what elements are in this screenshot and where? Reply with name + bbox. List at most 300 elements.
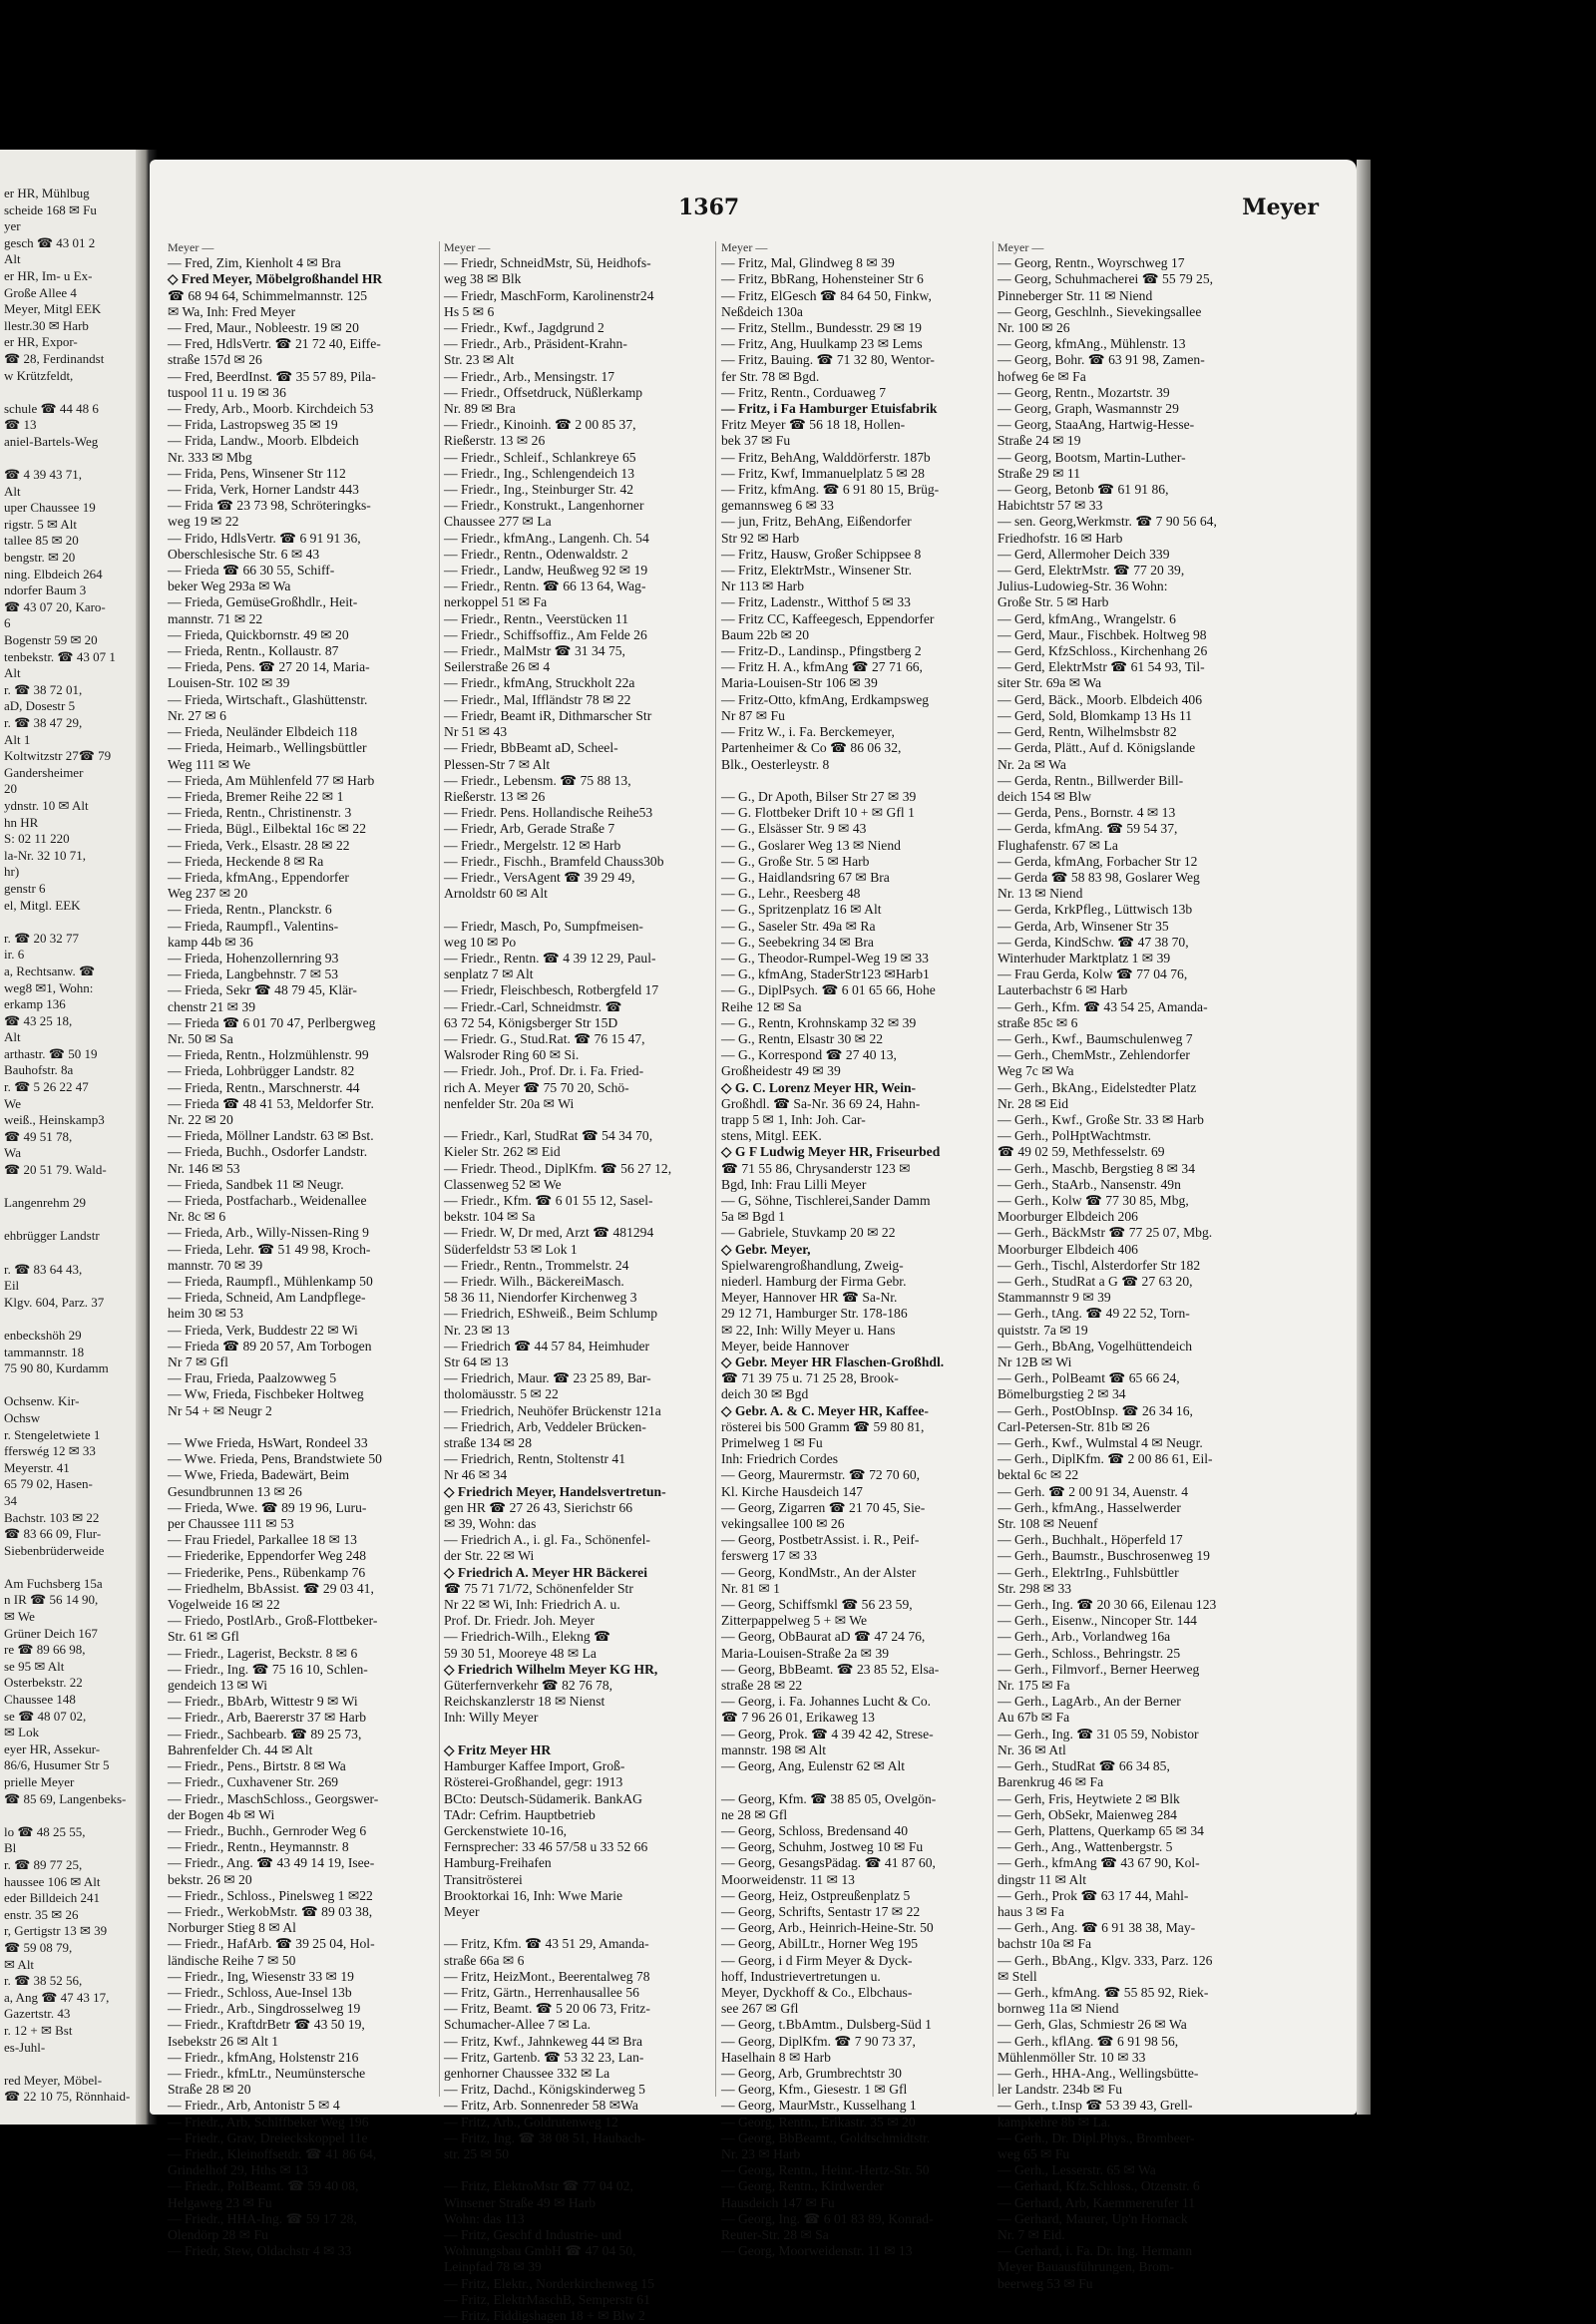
left-page-line: Alt <box>4 1029 21 1045</box>
directory-entry-line: Str 64 ✉ 13 <box>444 1355 509 1370</box>
directory-entry-line: — Friedr., Kfm. ☎ 6 01 55 12, Sasel- <box>444 1192 653 1208</box>
directory-entry-line: — Frieda, Wwe. ☎ 89 19 96, Luru- <box>168 1499 367 1515</box>
left-page-line: hr) <box>4 864 20 880</box>
left-page-line <box>4 914 144 931</box>
directory-entry-line: — Fritz, ElektrMaschB, Semperstr 61 <box>444 2291 650 2307</box>
directory-entry-line: — Georg, Zigarren ☎ 21 70 45, Sie- <box>721 1499 926 1515</box>
directory-entry-line: — G., kfmAng, StaderStr123 ✉Harb1 <box>721 967 930 982</box>
directory-entry-line: bektal 6c ✉ 22 <box>998 1467 1079 1483</box>
directory-entry-line: Str 92 ✉ Harb <box>721 530 800 546</box>
directory-entry-line: — Georg, Schrifts, Sentastr 17 ✉ 22 <box>721 1903 921 1919</box>
left-page-line: Gazertstr. 43 <box>4 2006 71 2022</box>
directory-entry-line: — Frida, Verk, Horner Landstr 443 <box>168 482 359 498</box>
directory-entry-line: — Friedr., Pens., Birtstr. 8 ✉ Wa <box>168 1758 346 1774</box>
directory-entry-line: ◇ Friedrich Meyer, Handelsvertretun- <box>444 1483 666 1499</box>
directory-entry-line: — Friedr., Arb., Präsident-Krahn- <box>444 336 627 352</box>
directory-entry-line: Oberschlesische Str. 6 ✉ 43 <box>168 546 320 562</box>
directory-entry-line: — Friedr., kfmAng, Holstenstr 216 <box>168 2049 359 2065</box>
directory-entry-line: — Frieda ☎ 48 41 53, Meldorfer Str. <box>168 1095 374 1111</box>
directory-entry-line: Neßdeich 130a <box>721 303 803 319</box>
directory-entry-line: Bahrenfelder Ch. 44 ✉ Alt <box>168 1742 313 1757</box>
directory-entry-line: — G., DiplPsych. ☎ 6 01 65 66, Hohe <box>721 982 936 998</box>
directory-entry-line: Reichskanzlerstr 18 ✉ Nienst <box>444 1694 605 1710</box>
directory-entry-line: ◇ Gebr. A. & C. Meyer HR, Kaffee- <box>721 1402 929 1418</box>
directory-entry-line: — Friedr, Masch, Po, Sumpfmeisen- <box>444 918 643 934</box>
directory-entry-line: der Str. 22 ✉ Wi <box>444 1548 535 1564</box>
directory-entry-line: Hamburg-Freihafen <box>444 1855 552 1871</box>
directory-entry-line: — Gerda, KindSchw. ☎ 47 38 70, <box>998 934 1189 950</box>
directory-entry-line: — Frida, Pens, Winsener Str 112 <box>168 465 346 481</box>
left-page-line: a, Rechtsanw. ☎ <box>4 963 96 978</box>
directory-entry-line: straße 28 ✉ 22 <box>721 1678 803 1694</box>
directory-entry-line: Meyer <box>444 1903 480 1919</box>
directory-entry-line: 29 12 71, Hamburger Str. 178-186 <box>721 1306 908 1322</box>
directory-entry-line: — Georg, Rentn., Mozartstr. 39 <box>998 384 1170 400</box>
directory-entry-line: Isebekstr 26 ✉ Alt 1 <box>168 2033 279 2049</box>
directory-entry-line: Nr 54 + ✉ Neugr 2 <box>168 1402 272 1418</box>
left-page-line: 75 90 80, Kurdamm <box>4 1360 109 1376</box>
directory-entry-line: — Friedr, Beamt iR, Dithmarscher Str <box>444 707 652 723</box>
directory-entry-line <box>721 1774 991 1790</box>
directory-entry-line: Rießerstr. 13 ✉ 26 <box>444 788 546 804</box>
left-page-line: el, Mitgl. EEK <box>4 897 81 913</box>
directory-entry-line: — Georg, Heiz, Ostpreußenplatz 5 <box>721 1887 911 1903</box>
directory-entry-line: — Frieda, Verk, Buddestr 22 ✉ Wi <box>168 1322 358 1338</box>
left-page-line: red Meyer, Möbel- <box>4 2072 103 2088</box>
left-page-line: Grüner Deich 167 <box>4 1625 98 1641</box>
left-page-fragment <box>0 150 145 2125</box>
directory-entry-line: ◇ Gebr. Meyer, <box>721 1241 811 1257</box>
directory-entry-line: — Friederike, Eppendorfer Weg 248 <box>168 1548 367 1564</box>
left-page-line: arthastr. ☎ 50 19 <box>4 1045 98 1061</box>
left-page-line: r. ☎ 5 26 22 47 <box>4 1079 89 1095</box>
directory-entry-line: — Georg, Betonb ☎ 61 91 86, <box>998 482 1169 498</box>
left-page-line: lo ☎ 48 25 55, <box>4 1823 86 1839</box>
directory-entry-line: — Fritz, Stellm., Bundesstr. 29 ✉ 19 <box>721 320 922 336</box>
directory-entry-line: — Fred, HdlsVertr. ☎ 21 72 40, Eiffe- <box>168 336 381 352</box>
directory-entry-line: — Friedrich, Arb, Veddeler Brücken- <box>444 1418 646 1434</box>
directory-entry-line: — Gerh, Fris, Heytwiete 2 ✉ Blk <box>998 1790 1180 1806</box>
directory-entry-line: Nr. 8c ✉ 6 <box>168 1209 226 1225</box>
directory-entry-line: — Frieda, Raumpfl., Valentins- <box>168 918 339 934</box>
directory-entry-line: Primelweg 1 ✉ Fu <box>721 1435 823 1451</box>
directory-entry-line: 59 30 51, Mooreye 48 ✉ La <box>444 1645 597 1661</box>
left-page-line: r. ☎ 38 72 01, <box>4 681 83 697</box>
directory-entry-line: ◇ G. C. Lorenz Meyer HR, Wein- <box>721 1079 917 1095</box>
directory-entry-line: — Fred, Maur., Nobleestr. 19 ✉ 20 <box>168 320 359 336</box>
directory-entry-line: Habichtstr 57 ✉ 33 <box>998 498 1103 514</box>
left-page-text <box>4 186 144 2106</box>
directory-entry-line: — Frieda, Rentn., Christinenstr. 3 <box>168 805 352 821</box>
directory-entry-line: Maria-Louisen-Str 106 ✉ 39 <box>721 675 878 691</box>
left-page-line: bengstr. ✉ 20 <box>4 550 76 566</box>
directory-entry-line: — Georg, ObBaurat aD ☎ 47 24 76, <box>721 1629 926 1645</box>
left-page-line: Gandersheimer <box>4 764 84 780</box>
left-page-line: ☎ 49 51 78, <box>4 1128 73 1144</box>
directory-entry-line: per Chaussee 111 ✉ 53 <box>168 1516 294 1532</box>
directory-entry-line: Transitrösterei <box>444 1871 523 1887</box>
directory-entry-line: — Friedr., Karl, StudRat ☎ 54 34 70, <box>444 1128 653 1144</box>
left-page-line: Bauhofstr. 8a <box>4 1062 74 1078</box>
directory-entry-line: Str. 61 ✉ Gfl <box>168 1629 239 1645</box>
directory-entry-line: str. 25 ✉ 50 <box>444 2145 510 2161</box>
left-page-line: ☎ 22 10 75, Rönnhaid- <box>4 2089 131 2105</box>
directory-entry-line: Seilerstraße 26 ✉ 4 <box>444 659 551 675</box>
directory-entry-line: rich A. Meyer ☎ 75 70 20, Schö- <box>444 1079 629 1095</box>
directory-entry-line: Nr. 2a ✉ Wa <box>998 756 1066 772</box>
left-page-line: gesch ☎ 43 01 2 <box>4 234 96 250</box>
directory-entry-line: Str. 298 ✉ 33 <box>998 1580 1072 1596</box>
directory-entry-line: — jun, Fritz, BehAng, Eißendorfer <box>721 514 912 530</box>
directory-entry-line: — Frau Friedel, Parkallee 18 ✉ 13 <box>168 1532 357 1548</box>
directory-entry-line: TAdr: Cefrim. Hauptbetrieb <box>444 1806 596 1822</box>
directory-entry-line <box>444 1112 713 1128</box>
directory-entry-line: 58 36 11, Niendorfer Kirchenweg 3 <box>444 1290 637 1306</box>
directory-entry-line: — Gerh., kfmAng ☎ 43 67 90, Kol- <box>998 1855 1200 1871</box>
directory-entry-line: bachstr 10a ✉ Fa <box>998 1936 1092 1952</box>
left-page-line: prielle Meyer <box>4 1774 75 1789</box>
directory-entry-line: — Friedr., Kwf., Jagdgrund 2 <box>444 320 604 336</box>
directory-entry-line: — Gerh., Filmvorf., Berner Heerweg <box>998 1661 1200 1677</box>
left-page-line: enbeckshöh 29 <box>4 1327 82 1343</box>
directory-entry-line: der Bogen 4b ✉ Wi <box>168 1806 275 1822</box>
directory-entry-line: bekstr. 104 ✉ Sa <box>444 1209 536 1225</box>
directory-entry-line: — Fritz, HeizMont., Beerentalweg 78 <box>444 1968 650 1984</box>
directory-entry-line: nenfelder Str. 20a ✉ Wi <box>444 1095 575 1111</box>
directory-entry-line: Plessen-Str 7 ✉ Alt <box>444 756 551 772</box>
directory-entry-line: — Gerh., PolHptWachtmstr. <box>998 1128 1152 1144</box>
directory-entry-line: — Gerh., BkAng., Eidelstedter Platz <box>998 1079 1197 1095</box>
directory-entry-line: — Gerda, Plätt., Auf d. Königslande <box>998 740 1196 756</box>
directory-entry-line: — Fritz, Arb., Goldrutenweg 12 <box>444 2114 618 2130</box>
directory-entry-line: Blk., Oesterleystr. 8 <box>721 756 830 772</box>
directory-entry-line: — Gerhard, Kfz.Schloss., Otzenstr. 6 <box>998 2178 1200 2194</box>
directory-entry-line: — Frido, HdlsVertr. ☎ 6 91 91 36, <box>168 530 361 546</box>
left-page-line: a, Ang ☎ 47 43 17, <box>4 1989 110 2005</box>
directory-entry-line: Weg 7c ✉ Wa <box>998 1063 1074 1079</box>
directory-entry-line: — Friedr., HafArb. ☎ 39 25 04, Hol- <box>168 1936 375 1952</box>
left-page-line: 20 <box>4 781 17 797</box>
directory-entry-line: siter Str. 69a ✉ Wa <box>998 675 1102 691</box>
directory-entry-line: Güterfernverkehr ☎ 82 76 78, <box>444 1678 613 1694</box>
directory-entry-line: Nr. 7 ✉ Eid. <box>998 2226 1065 2242</box>
directory-entry-line: — Fritz CC, Kaffeegesch, Eppendorfer <box>721 610 935 626</box>
directory-entry-line: — Frieda, Postfacharb., Weidenallee <box>168 1192 367 1208</box>
directory-entry-line: haus 3 ✉ Fa <box>998 1903 1064 1919</box>
directory-entry-line: — Frieda, Rentn., Holzmühlenstr. 99 <box>168 1047 369 1063</box>
directory-entry-line: — Wwe Frieda, HsWart, Rondeel 33 <box>168 1435 368 1451</box>
directory-entry-line: — Friedr. Theod., DiplKfm. ☎ 56 27 12, <box>444 1160 672 1176</box>
directory-entry-line: — Fredy, Arb., Moorb. Kirchdeich 53 <box>168 401 374 417</box>
directory-entry-line: straße 134 ✉ 28 <box>444 1435 533 1451</box>
directory-entry-line: — Georg, t.BbAmtm., Dulsberg-Süd 1 <box>721 2017 932 2033</box>
directory-entry-line: — Georg, Ing. ☎ 6 01 83 89, Konrad- <box>721 2210 934 2226</box>
directory-entry-line: stens, Mitgl. EEK. <box>721 1128 822 1144</box>
directory-entry-line: — Georg, Schuhmacherei ☎ 55 79 25, <box>998 271 1214 287</box>
directory-entry-line: — Georg, Moorweidenstr. 11 ✉ 13 <box>721 2243 913 2259</box>
directory-entry-line: — Georg, StaaAng, Hartwig-Hesse- <box>998 417 1195 433</box>
left-page-line: ☎ 28, Ferdinandst <box>4 350 105 366</box>
directory-entry-line: — Gerh, ObSekr, Maienweg 284 <box>998 1806 1177 1822</box>
left-page-line: tenbekstr. ☎ 43 07 1 <box>4 648 116 664</box>
directory-entry-line: ☎ 71 39 75 u. 71 25 28, Brook- <box>721 1370 899 1386</box>
directory-entry-line: dingstr 11 ✉ Alt <box>998 1871 1087 1887</box>
directory-entry-line: — Friedr, Arb, Gerade Straße 7 <box>444 821 615 837</box>
left-page-line: r. ☎ 38 47 29, <box>4 715 83 730</box>
directory-entry-line: genhorner Chaussee 332 ✉ La <box>444 2065 610 2081</box>
directory-entry-line: — Fritz, Hausw, Großer Schippsee 8 <box>721 546 922 562</box>
directory-entry-line: weg 10 ✉ Po <box>444 934 517 950</box>
left-page-line: Siebenbrüderweide <box>4 1542 105 1558</box>
directory-entry-line: — Georg, MaurMstr., Kusselhang 1 <box>721 2098 917 2114</box>
directory-entry-line: — Gerh., tAng. ☎ 49 22 52, Torn- <box>998 1306 1190 1322</box>
left-page-line: Meyerstr. 41 <box>4 1459 70 1475</box>
directory-entry-line: — Gerh., t.Insp ☎ 53 39 43, Grell- <box>998 2098 1193 2114</box>
directory-entry-line: straße 66a ✉ 6 <box>444 1952 525 1968</box>
left-page-line: Am Fuchsberg 15a <box>4 1575 103 1591</box>
directory-entry-line <box>444 1727 713 1743</box>
directory-entry-line: — Friedr., Schleif., Schlankreye 65 <box>444 449 636 465</box>
directory-entry-line <box>444 2162 713 2178</box>
directory-entry-line: — G., Dr Apoth, Bilser Str 27 ✉ 39 <box>721 788 917 804</box>
directory-entry-line: — Gerh., LagArb., An der Berner <box>998 1694 1181 1710</box>
left-page-line: hn HR <box>4 814 39 830</box>
directory-entry-line: — Gerda, kfmAng, Forbacher Str 12 <box>998 853 1198 869</box>
directory-entry-line: Barenkrug 46 ✉ Fa <box>998 1774 1104 1790</box>
directory-entry-line: — Friedr. Pens. Hollandische Reihe53 <box>444 805 653 821</box>
directory-entry-line: Süderfeldstr 53 ✉ Lok 1 <box>444 1241 578 1257</box>
directory-entry-line: — Ww, Frieda, Fischbeker Holtweg <box>168 1386 364 1402</box>
left-page-line: r, Gertigstr 13 ✉ 39 <box>4 1923 108 1939</box>
left-page-line: genstr 6 <box>4 880 46 896</box>
directory-entry-line: — Frieda, Sandbek 11 ✉ Neugr. <box>168 1176 344 1192</box>
directory-entry-line: Nr 7 ✉ Gfl <box>168 1355 228 1370</box>
directory-entry-line: heim 30 ✉ 53 <box>168 1306 243 1322</box>
directory-entry-line: — Frieda, GemüseGroßhdlr., Heit- <box>168 594 358 610</box>
directory-entry-line: Norburger Stieg 8 ✉ Al <box>168 1920 296 1936</box>
left-page-line: n IR ☎ 56 14 90, <box>4 1592 99 1608</box>
directory-entry-line: Reihe 12 ✉ Sa <box>721 998 802 1014</box>
directory-entry-line <box>721 773 991 789</box>
directory-entry-line: Brooktorkai 16, Inh: Wwe Marie <box>444 1887 623 1903</box>
directory-entry-line: — Friedr, Fleischbesch, Rotbergfeld 17 <box>444 982 659 998</box>
directory-entry-line: — Gerh., Ang. ☎ 6 91 38 38, May- <box>998 1920 1196 1936</box>
directory-entry-line: — Gerd, Bäck., Moorb. Elbdeich 406 <box>998 691 1202 707</box>
directory-entry-line: niederl. Hamburg der Firma Gebr. <box>721 1274 907 1289</box>
directory-entry-line: Schumacher-Allee 7 ✉ La. <box>444 2017 591 2033</box>
column-rule <box>993 241 994 2097</box>
directory-entry-line: — Gerh., BbAng., Klgv. 333, Parz. 126 <box>998 1952 1213 1968</box>
directory-entry-line: Gesundbrunnen 13 ✉ 26 <box>168 1483 302 1499</box>
left-page-line: se 95 ✉ Alt <box>4 1658 65 1674</box>
left-page-line: llestr.30 ✉ Harb <box>4 317 89 333</box>
directory-entry-line: — Gerh., PolBeamt ☎ 65 66 24, <box>998 1370 1180 1386</box>
directory-entry-line: — Friedr., KraftdrBetr ☎ 43 50 19, <box>168 2017 365 2033</box>
directory-entry-line: — Georg, BbBeamt. ☎ 23 85 52, Elsa- <box>721 1661 940 1677</box>
left-page-line <box>4 1807 144 1824</box>
directory-entry-line: Pinneberger Str. 11 ✉ Niend <box>998 287 1153 303</box>
directory-entry-line: — Frida, Lastropsweg 35 ✉ 19 <box>168 417 338 433</box>
directory-entry-line: Große Str. 5 ✉ Harb <box>998 594 1109 610</box>
directory-entry-line: — Fritz, Gärtn., Herrenhausallee 56 <box>444 1984 639 2000</box>
left-page-line: eyer HR, Assekur- <box>4 1741 101 1756</box>
directory-entry-line: weg 65 ✉ Fu <box>998 2145 1070 2161</box>
directory-entry-line: ✉ Wa, Inh: Fred Meyer <box>168 303 296 319</box>
directory-entry-line: — Georg, Arb., Heinrich-Heine-Str. 50 <box>721 1920 934 1936</box>
directory-entry-line: Kl. Kirche Hausdeich 147 <box>721 1483 863 1499</box>
directory-entry-line: fer Str. 78 ✉ Bgd. <box>721 368 820 384</box>
directory-entry-line: ☎ 49 02 59, Methfesselstr. 69 <box>998 1144 1165 1160</box>
directory-entry-line: — Friedr., Cuxhavener Str. 269 <box>168 1774 339 1790</box>
left-page-line: yer <box>4 218 21 234</box>
directory-entry-line: — Gerh., Arb., Vorlandweg 16a <box>998 1629 1171 1645</box>
directory-entry-line: Au 67b ✉ Fa <box>998 1710 1070 1726</box>
directory-entry-line: — Friedr., Lebensm. ☎ 75 88 13, <box>444 772 631 788</box>
directory-entry-line: — Friedr., Arb, Schiffbeker Weg 196 <box>168 2114 369 2130</box>
left-page-line: Ochsenw. Kir- <box>4 1393 80 1409</box>
directory-entry-line: — G., Theodor-Rumpel-Weg 19 ✉ 33 <box>721 950 929 966</box>
directory-entry-line: Maria-Louisen-Straße 2a ✉ 39 <box>721 1645 890 1661</box>
left-page-line: ☎ 85 69, Langenbeks- <box>4 1790 127 1806</box>
directory-entry-line <box>168 1419 437 1435</box>
page-edge <box>1357 160 1371 2115</box>
directory-entry-line: — Frieda, Schneid, Am Landpflege- <box>168 1290 366 1306</box>
left-page-line: ✉ We <box>4 1609 35 1625</box>
directory-entry-line: — Fritz, Geschf d Industrie- und <box>444 2226 622 2242</box>
left-page-line: ☎ 83 66 09, Flur- <box>4 1526 102 1542</box>
directory-entry-line: — Friedr., VersAgent ☎ 39 29 49, <box>444 869 635 885</box>
directory-entry-line: — Friedr, SchneidMstr, Sü, Heidhofs- <box>444 255 651 271</box>
directory-entry-line: — Friedr., Offsetdruck, Nüßlerkamp <box>444 384 643 400</box>
directory-entry-line: — Georg, PostbetrAssist. i. R., Peif- <box>721 1532 920 1548</box>
directory-entry-line: — Friedr., Schiffsoffiz., Am Felde 26 <box>444 626 647 642</box>
directory-entry-line: Weg 237 ✉ 20 <box>168 886 248 902</box>
directory-entry-line: — Gerh., Kwf., Baumschulenweg 7 <box>998 1030 1193 1046</box>
left-page-line: ✉ Lok <box>4 1725 40 1741</box>
directory-entry-line: straße 85c ✉ 6 <box>998 1014 1078 1030</box>
directory-entry-line: ländische Reihe 7 ✉ 50 <box>168 1952 296 1968</box>
left-page-line: er HR, Expor- <box>4 334 78 350</box>
directory-entry-line: Nr. 13 ✉ Niend <box>998 886 1083 902</box>
left-page-line: Osterbekstr. 22 <box>4 1675 83 1691</box>
directory-entry-line: Partenheimer & Co ☎ 86 06 32, <box>721 740 902 756</box>
directory-entry-line: — Friedr. Wilh., BäckereiMasch. <box>444 1274 624 1289</box>
left-page-line: Alt <box>4 665 21 681</box>
directory-entry-line: — Gerd, ElektrMstr ☎ 61 54 93, Til- <box>998 659 1205 675</box>
directory-entry-line: Nr. 23 ✉ Harb <box>721 2145 801 2161</box>
directory-entry-line: Fritz Meyer ☎ 56 18 18, Hollen- <box>721 417 906 433</box>
directory-entry-line: deich 30 ✉ Bgd <box>721 1386 809 1402</box>
directory-entry-line: — Fritz, Kwf, Immanuelplatz 5 ✉ 28 <box>721 465 925 481</box>
directory-entry-line: Straße 24 ✉ 19 <box>998 433 1081 449</box>
directory-entry-line: — Friedrich A., i. gl. Fa., Schönenfel- <box>444 1532 650 1548</box>
directory-entry-line: rösterei bis 500 Gramm ☎ 59 80 81, <box>721 1418 925 1434</box>
directory-entry-line: — Gerda, Pens., Bornstr. 4 ✉ 13 <box>998 805 1176 821</box>
directory-entry-line: mannstr. 70 ✉ 39 <box>168 1257 263 1273</box>
directory-entry-line: — Frieda ☎ 66 30 55, Schiff- <box>168 563 335 579</box>
directory-entry-line: — Friedr., WerkobMstr. ☎ 89 03 38, <box>168 1903 373 1919</box>
directory-entry-line: — Gerh., ChemMstr., Zehlendorfer <box>998 1047 1190 1063</box>
left-page-line: Alt <box>4 483 21 499</box>
directory-entry-line: — Frieda, Rentn., Planckstr. 6 <box>168 902 332 918</box>
directory-entry-line: — Friedr., Rentn., Odenwaldstr. 2 <box>444 546 628 562</box>
directory-entry-line: — Gerhard, Arb, Kaemmererufer 11 <box>998 2194 1196 2210</box>
directory-entry-line: Gerckenstwiete 10-16, <box>444 1822 568 1838</box>
directory-entry-line: — Frieda, Möllner Landstr. 63 ✉ Bst. <box>168 1128 374 1144</box>
directory-entry-line: — Georg, Graph, Wasmannstr 29 <box>998 401 1179 417</box>
directory-entry-line: — Gerd, Sold, Blomkamp 13 Hs 11 <box>998 707 1193 723</box>
directory-entry-line: — Friedr., Kleinoffsetdr. ☎ 41 86 64, <box>168 2145 377 2161</box>
directory-entry-line: Hausdeich 147 ✉ Fu <box>721 2194 835 2210</box>
directory-entry-line: — Gerh., Baumstr., Buschrosenweg 19 <box>998 1548 1210 1564</box>
directory-entry-line: hofweg 6e ✉ Fa <box>998 368 1086 384</box>
left-page-line: 34 <box>4 1492 17 1508</box>
left-page-line: We <box>4 1095 21 1111</box>
left-page-line: Wa <box>4 1145 21 1161</box>
directory-entry-line: — Frieda, Rentn., Marschnerstr. 44 <box>168 1079 360 1095</box>
directory-entry-line: — Gerh., Maschb, Bergstieg 8 ✉ 34 <box>998 1160 1196 1176</box>
directory-entry-line: — Fritz, Bauing. ☎ 71 32 80, Wentor- <box>721 352 935 368</box>
directory-entry-line: — Fritz, Fiddigshagen 18 + ✉ Blw 2 <box>444 2308 645 2323</box>
directory-entry-line: — Georg, GesangsPädag. ☎ 41 87 60, <box>721 1855 936 1871</box>
directory-entry-line: — Georg, BbBeamt., Goldtschmidtstr. <box>721 2130 931 2145</box>
directory-entry-line: — Georg, Prok. ☎ 4 39 42 42, Strese- <box>721 1726 934 1742</box>
directory-entry-line: — Georg, Rentn., Woyrschweg 17 <box>998 255 1185 271</box>
directory-entry-line: — Friedr., Sachbearb. ☎ 89 25 73, <box>168 1726 362 1742</box>
directory-entry-line: — Gerh., kflAng. ☎ 6 91 98 56, <box>998 2033 1179 2049</box>
directory-entry-line: ☎ 71 55 86, Chrysanderstr 123 ✉ <box>721 1160 911 1176</box>
directory-entry-line: nerkoppel 51 ✉ Fa <box>444 594 548 610</box>
left-page-line: ☎ 43 25 18, <box>4 1012 73 1028</box>
left-page-line: 6 <box>4 615 11 631</box>
left-page-line: ☎ 59 08 79, <box>4 1939 73 1955</box>
directory-entry-line: — Gerh., Schloss., Behringstr. 25 <box>998 1645 1181 1661</box>
directory-entry-line: Meyer Bauausführungen, Brom- <box>998 2259 1175 2275</box>
directory-entry-line: — Georg, kfmAng., Mühlenstr. 13 <box>998 336 1186 352</box>
directory-entry-line: ◇ Friedrich A. Meyer HR Bäckerei <box>444 1564 647 1580</box>
left-page-line: ydnstr. 10 ✉ Alt <box>4 797 89 813</box>
directory-entry-line: Stammannstr 9 ✉ 39 <box>998 1290 1111 1306</box>
directory-entry-line: Nr. 81 ✉ 1 <box>721 1580 780 1596</box>
left-page-line: schule ☎ 44 48 6 <box>4 400 99 416</box>
directory-entry-line: — Fritz, Ang, Huulkamp 23 ✉ Lems <box>721 336 923 352</box>
directory-entry-line: — Friedr., MaschSchloss., Georgswer- <box>168 1790 379 1806</box>
directory-entry-line: Kieler Str. 262 ✉ Eid <box>444 1144 561 1160</box>
directory-entry-line: — Friedr., BbArb, Wittestr 9 ✉ Wi <box>168 1694 358 1710</box>
directory-entry-line: — Gerh., Kolw ☎ 77 30 85, Mbg, <box>998 1192 1189 1208</box>
directory-entry-line: — Fred, Zim, Kienholt 4 ✉ Bra <box>168 255 341 271</box>
directory-entry-line: Prof. Dr. Friedr. Joh. Meyer <box>444 1613 596 1629</box>
directory-entry-line: Straße 28 ✉ 20 <box>168 2082 251 2098</box>
directory-entry-line: — Friedr, BbBeamt aD, Scheel- <box>444 740 618 756</box>
directory-entry-line: Meyer, Dyckhoff & Co., Elbchaus- <box>721 1984 913 2000</box>
directory-entry-line: — Friedrich-Wilh., Elekng ☎ <box>444 1629 611 1645</box>
directory-entry-line: — Gerh., StudRat ☎ 66 34 85, <box>998 1758 1170 1774</box>
directory-entry-line: — Frau, Frieda, Paalzowweg 5 <box>168 1370 337 1386</box>
directory-entry-line: Inh: Willy Meyer <box>444 1710 539 1726</box>
directory-entry-line: kamp 44b ✉ 36 <box>168 934 253 950</box>
left-page-line: ning. Elbdeich 264 <box>4 566 103 581</box>
directory-entry-line: — Friedr. G., Stud.Rat. ☎ 76 15 47, <box>444 1030 645 1046</box>
directory-entry-line: — Frieda, Neuländer Elbdeich 118 <box>168 724 358 740</box>
left-page-line: es-Juhl- <box>4 2039 46 2055</box>
directory-entry-line: Friedhofstr. 16 ✉ Harb <box>998 530 1123 546</box>
directory-entry-line: Hamburger Kaffee Import, Groß- <box>444 1758 625 1774</box>
directory-entry-line: — Friedr., Landw, Heußweg 92 ✉ 19 <box>444 563 648 579</box>
directory-entry-line: Arnoldstr 60 ✉ Alt <box>444 886 548 902</box>
directory-entry-line: — Gerh., BbAng, Vogelhüttendeich <box>998 1338 1193 1354</box>
directory-entry-line: ◇ Gebr. Meyer HR Flaschen-Großhdl. <box>721 1355 945 1370</box>
